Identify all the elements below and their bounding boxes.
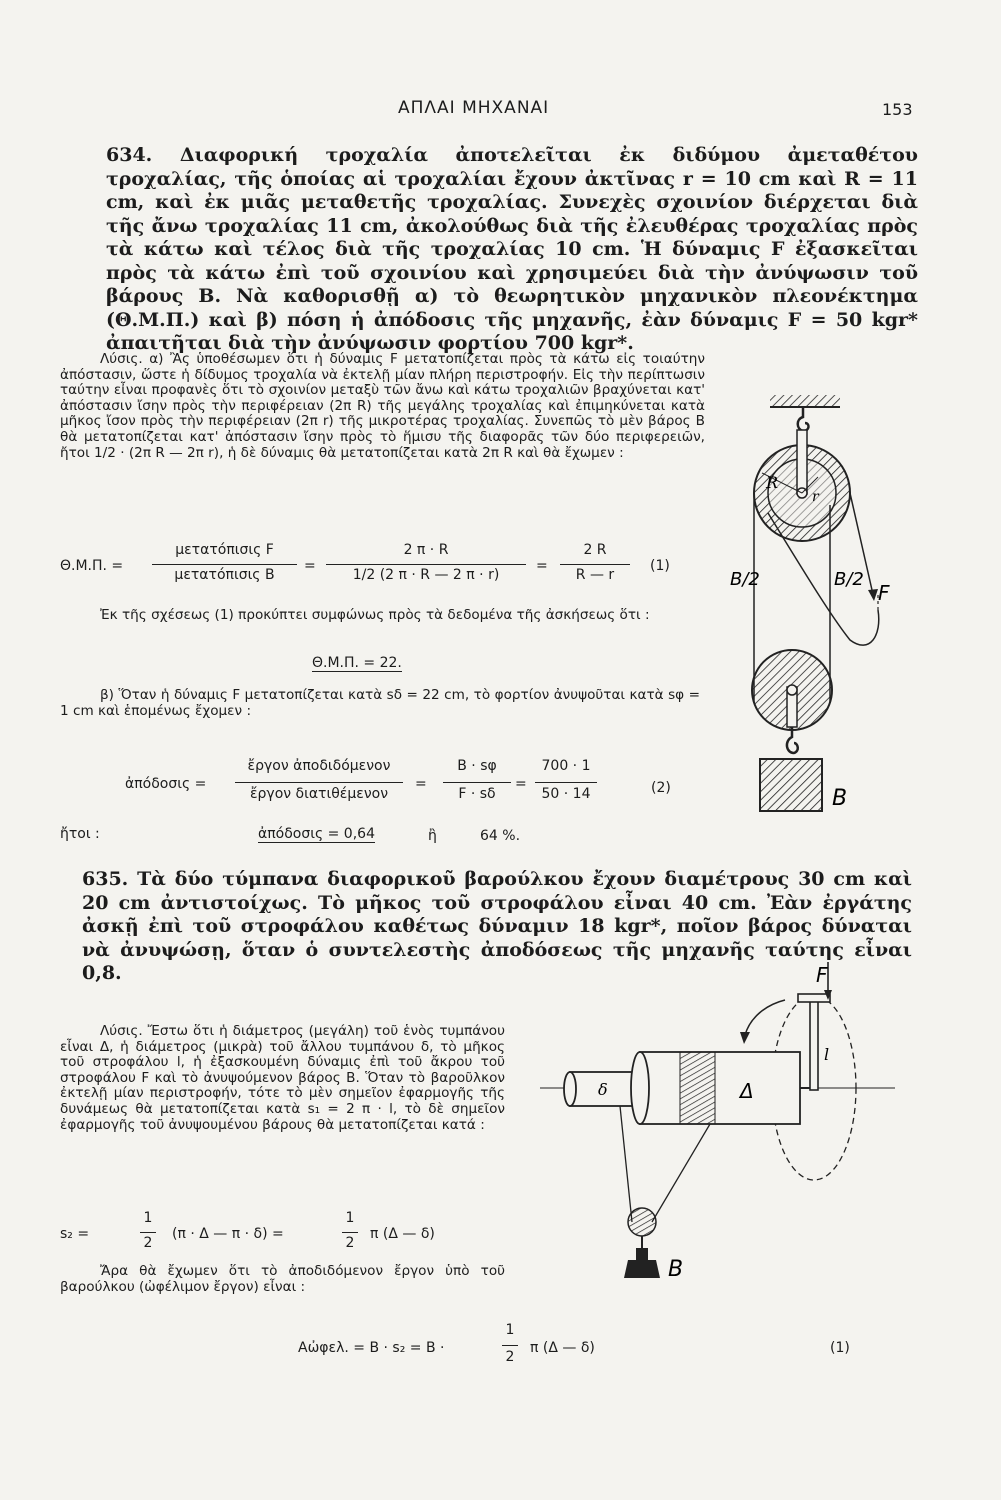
eqs2-frac2-den: 2: [345, 1235, 355, 1251]
result-percent: 64 %.: [480, 828, 521, 844]
solution-634-b-text: [60, 688, 700, 719]
equation-634-1: [60, 542, 700, 592]
eq2-frac3: [535, 758, 597, 806]
rotation-arrow: [745, 1000, 785, 1035]
eqs2-rhs: π (Δ — δ): [370, 1226, 435, 1242]
problem-634-number: 634.: [106, 144, 153, 166]
eqwork-lhs: Aὠφελ. = B · s₂ = B ·: [298, 1340, 445, 1356]
crank-handle: [798, 994, 830, 1002]
label-B-half-right: B/2: [834, 569, 864, 590]
eq2-frac3-num: 700 · 1: [541, 758, 591, 774]
eqwork-frac-num: 1: [505, 1322, 515, 1338]
solution-634-b-paragraph: β) Ὅταν ἡ δύναμις F μετατοπίζεται κατὰ sδ = 22 cm, τὸ φορτίον ἀνυψοῦται κατὰ sφ = 1 cm καὶ ἑπομένως ἔχομεν :: [60, 687, 700, 719]
eq1-equals-a: =: [304, 558, 316, 574]
label-R: R: [766, 473, 779, 492]
pulley-block: [628, 1208, 656, 1236]
eq1-frac1-num: μετατόπισις F: [175, 542, 274, 558]
label-Delta-big: Δ: [740, 1079, 754, 1103]
eq1-frac3-den: R — r: [575, 567, 615, 583]
eq2-equals-b: =: [515, 776, 527, 792]
equation-635-work: [298, 1322, 858, 1370]
result-or: ἢ: [428, 828, 437, 844]
eq1-frac3: [560, 542, 630, 586]
eq2-frac2-num: B · sφ: [457, 758, 497, 774]
big-drum: [640, 1052, 800, 1124]
eqwork-frac: [502, 1322, 518, 1368]
eq1-frac1-den: μετατόπισις B: [174, 567, 275, 583]
eq2-frac1-den: ἔργον διατιθέμενον: [249, 786, 389, 802]
eqs2-frac1-den: 2: [143, 1235, 153, 1251]
problem-635-number: 635.: [82, 868, 129, 890]
label-r: r: [812, 489, 819, 505]
label-B-635: B: [668, 1257, 684, 1282]
after-eq1-paragraph: Ἐκ τῆς σχέσεως (1) προκύπτει συμφώνως πρὸς τὰ δεδομένα τῆς ἀσκήσεως ὅτι :: [100, 607, 650, 623]
result-efficiency: ἀπόδοσις = 0,64: [258, 826, 375, 842]
eq1-frac2-num: 2 π · R: [403, 542, 449, 558]
eq1-lhs: Θ.Μ.Π. =: [60, 558, 124, 574]
eq1-frac2-den: 1/2 (2 π · R — 2 π · r): [352, 567, 500, 583]
eq2-frac2-den: F · sδ: [458, 786, 496, 802]
after-s2-text: [60, 1264, 505, 1295]
eq1-equals-b: =: [536, 558, 548, 574]
eqs2-mid: (π · Δ — π · δ) =: [172, 1226, 284, 1242]
after-s2-paragraph: Ἄρα θὰ ἔχωμεν ὅτι τὸ ἀποδιδόμενον ἔργον ὑπὸ τοῦ βαρούλκου (ὠφέλιμον ἔργον) εἶναι :: [60, 1263, 505, 1295]
figure-differential-pulley: [700, 385, 920, 830]
equation-635-s2: [60, 1210, 500, 1256]
label-F: F: [878, 581, 890, 605]
eq1-frac2: [326, 542, 526, 586]
eq2-frac2: [443, 758, 511, 806]
label-B-half-left: B/2: [730, 569, 760, 590]
eq2-tag: (2): [651, 780, 671, 796]
solution-635-text: [60, 1024, 505, 1133]
running-title: ΑΠΛΑΙ ΜΗΧΑΝΑΙ: [398, 98, 550, 118]
page-header: [0, 92, 1001, 128]
eq1-frac3-num: 2 R: [583, 542, 607, 558]
eq2-frac1: [235, 758, 403, 806]
weight-B: [760, 759, 822, 811]
eq2-equals-a: =: [415, 776, 427, 792]
label-F-635: F: [816, 963, 828, 987]
eqs2-lhs: s₂ =: [60, 1226, 90, 1242]
weight-B-635: [624, 1260, 660, 1278]
eqs2-frac1-num: 1: [143, 1210, 153, 1226]
top-hook: [798, 407, 809, 431]
lower-hook: [787, 727, 798, 753]
etoi-label: ἤτοι :: [60, 826, 100, 842]
eq2-frac3-den: 50 · 14: [541, 786, 591, 802]
eq1-tag: (1): [650, 558, 670, 574]
label-delta-small: δ: [598, 1080, 608, 1099]
after-eq1-text: [60, 608, 680, 624]
solution-634-a-text: [60, 352, 705, 530]
eqwork-rhs: π (Δ — δ): [530, 1340, 595, 1356]
eq1-frac1: [152, 542, 297, 586]
problem-634-text: Διαφορική τροχαλία ἀποτελεῖται ἐκ διδύμου ἀμεταθέτου τροχαλίας, τῆς ὁποίας αἱ τροχαλίαι ἔχουν ἀκτῖνας r = 10 cm καὶ R = 11 cm, καὶ ἐκ μιᾶς μεταθετῆς τροχαλίας. Συνεχὲς σχοινίον διέρχεται διὰ τῆς ἄνω τροχαλίας 11 cm, ἀκολούθως διὰ τῆς ἐλευθέρας τροχαλίας πρὸς τὰ κάτω καὶ τέλος διὰ τῆς τροχαλίας 10 cm. Ἡ δύναμις F ἐξασκεῖται πρὸς τὰ κάτω ἐπὶ τοῦ σχοινίου καὶ χρησιμεύει διὰ τὴν ἀνύψωσιν τοῦ βάρους B. Νὰ καθορισθῇ α) τὸ θεωρητικὸν μηχανικὸν πλεονέκτημα (Θ.Μ.Π.) καὶ β) πόση ἡ ἀπόδοσις τῆς μηχανῆς, ἐὰν δύναμις F = 50 kgr* ἀπαιτῆται διὰ τὴν ἀνύψωσιν φορτίου 700 kgr*.: [106, 144, 918, 354]
problem-634-statement: [106, 144, 918, 356]
upper-bracket: [797, 430, 807, 494]
eqwork-frac-den: 2: [505, 1349, 515, 1365]
rope-coil: [680, 1052, 715, 1124]
eqwork-tag: (1): [830, 1340, 850, 1356]
equation-634-2: [125, 758, 695, 810]
crank-arm: [810, 1000, 818, 1090]
page-number: 153: [882, 100, 913, 119]
eq2-lhs: ἀπόδοσις =: [125, 776, 207, 792]
eqs2-frac2: [342, 1210, 358, 1254]
label-l: l: [824, 1045, 830, 1064]
eqs2-frac2-num: 1: [345, 1210, 355, 1226]
result-tma: Θ.Μ.Π. = 22.: [312, 655, 402, 671]
ceiling-hatch: [770, 395, 840, 407]
figure-differential-windlass: [540, 960, 910, 1290]
eq2-frac1-num: ἔργον ἀποδιδόμενον: [247, 758, 391, 774]
solution-634-a-paragraph: Λύσις. α) Ἂς ὑποθέσωμεν ὅτι ἡ δύναμις F μετατοπίζεται πρὸς τὰ κάτω εἰς τοιαύτην ἀπόστασιν, ὥστε ἡ δίδυμος τροχαλία νὰ ἐκτελῇ μίαν πλήρη περιστροφήν. Εἰς τὴν περίπτωσιν ταύτην εἶναι προφανὲς ὅτι τὸ σχοινίον μεταξὺ τῶν ἄνω καὶ κάτω τροχαλιῶν βραχύνεται κατ' ἀπόστασιν ἴσην πρὸς τὴν περιφέρειαν (2π R) τῆς μεγάλης τροχαλίας καὶ ἐπιμηκύνεται κατὰ μῆκος ἴσον πρὸς τὴν περιφέρειαν (2π r) τῆς μικροτέρας τροχαλίας. Συνεπῶς τὸ μὲν βάρος B θὰ μετατοπίζεται κατ' ἀπόστασιν ἴσην πρὸς τὸ ἥμισυ τῆς διαφορᾶς τῶν δύο περιφερειῶν, ἤτοι 1/2 · (2π R — 2π r), ἡ δὲ δύναμις θὰ μετατοπίζεται κατὰ 2π R καὶ θὰ ἔχωμεν :: [60, 351, 705, 461]
label-B: B: [832, 786, 848, 811]
eqs2-frac1: [140, 1210, 156, 1254]
solution-635-paragraph: Λύσις. Ἔστω ὅτι ἡ διάμετρος (μεγάλη) τοῦ ἑνὸς τυμπάνου εἶναι Δ, ἡ διάμετρος (μικρὰ) τοῦ ἄλλου τυμπάνου δ, τὸ μῆκος τοῦ στροφάλου l, ἡ ἐξασκουμένη δύναμις ἐπὶ τοῦ ἄκρου τοῦ στροφάλου F καὶ τὸ ἀνυψούμενον βάρος B. Ὅταν τὸ βαροῦλκον ἐκτελῇ μίαν περιστροφήν, τότε τὸ μὲν σημεῖον ἐφαρμογῆς τῆς δυνάμεως θὰ μετατοπίζεται κατὰ s₁ = 2 π · l, τὸ δὲ σημεῖον ἐφαρμογῆς τοῦ ἀνυψουμένου βάρους θὰ μετατοπίζεται κατά :: [60, 1023, 505, 1133]
problem-635-text: Τὰ δύο τύμπανα διαφορικοῦ βαρούλκου ἔχουν διαμέτρους 30 cm καὶ 20 cm ἀντιστοίχως. Τὸ μῆκος τοῦ στροφάλου εἶναι 40 cm. Ἐὰν ἐργάτης ἀσκῇ ἐπὶ τοῦ στροφάλου καθέτως δύναμιν 18 kgr*, ποῖον βάρος δύναται νὰ ἀνυψώσῃ, ὅταν ὁ συντελεστὴς ἀποδόσεως τῆς μηχανῆς ταύτης εἶναι 0,8.: [82, 868, 912, 984]
